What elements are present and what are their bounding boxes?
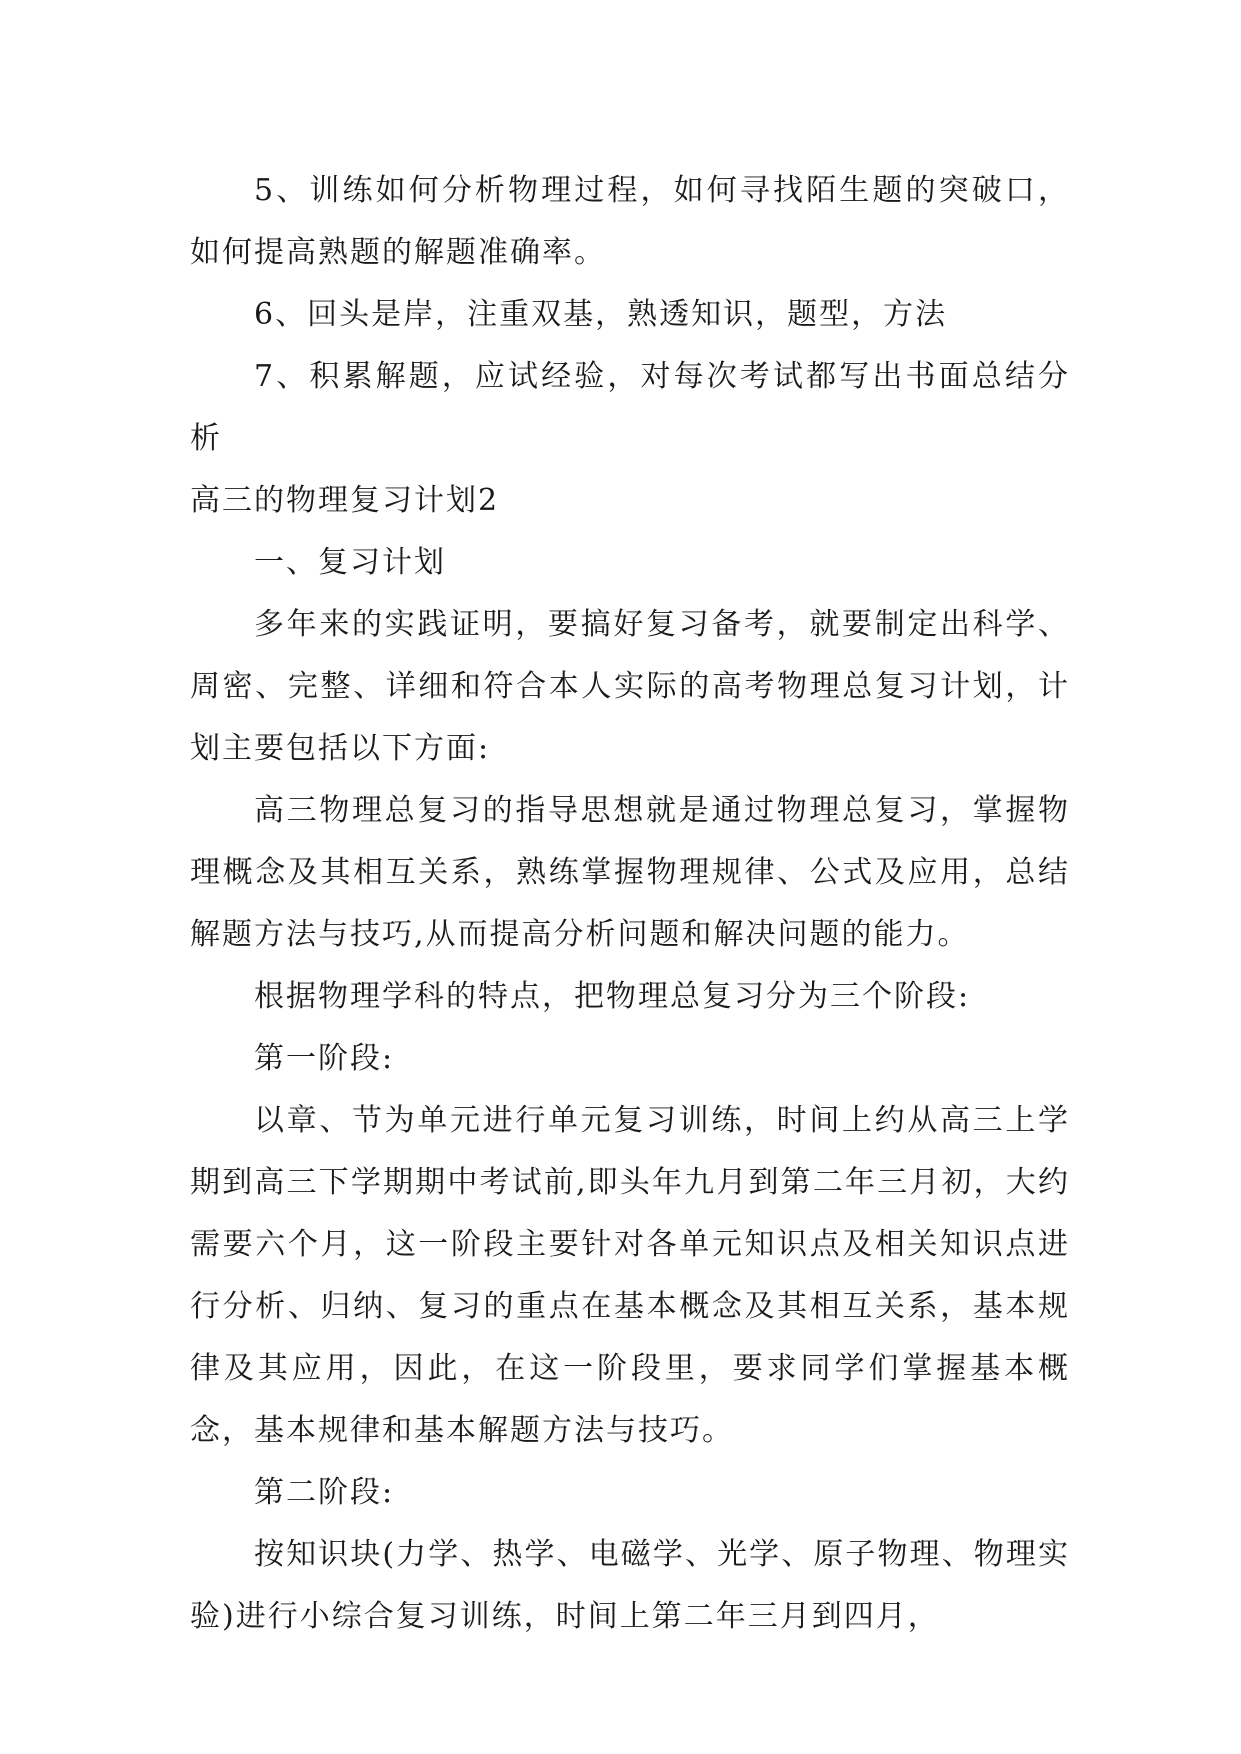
intro-paragraph: 多年来的实践证明，要搞好复习备考，就要制定出科学、周密、完整、详细和符合本人实际的高考物理总复习计划，计划主要包括以下方面:	[190, 607, 1070, 766]
list-item-6: 6、回头是岸，注重双基，熟透知识，题型，方法	[254, 297, 948, 332]
stage-1-title: 第一阶段:	[254, 1041, 395, 1076]
stage-1-body: 以章、节为单元进行单元复习训练，时间上约从高三上学期到高三下学期期中考试前,即头年九月到第二年三月初，大约需要六个月，这一阶段主要针对各单元知识点及相关知识点进行分析、归纳、复习的重点在基本概念及其相互关系，基本规律及其应用，因此，在这一阶段里，要求同学们掌握基本概念，基本规律和基本解题方法与技巧。	[190, 1103, 1070, 1448]
stage-2-title: 第二阶段:	[254, 1475, 395, 1510]
subsection-heading: 一、复习计划	[254, 545, 446, 580]
stages-paragraph: 根据物理学科的特点，把物理总复习分为三个阶段:	[254, 979, 971, 1014]
list-item-7: 7、积累解题，应试经验，对每次考试都写出书面总结分析	[190, 359, 1070, 456]
list-item-5: 5、训练如何分析物理过程，如何寻找陌生题的突破口，如何提高熟题的解题准确率。	[190, 173, 1070, 270]
guiding-paragraph: 高三物理总复习的指导思想就是通过物理总复习，掌握物理概念及其相互关系，熟练掌握物理规律、公式及应用，总结解题方法与技巧,从而提高分析问题和解决问题的能力。	[190, 793, 1070, 952]
stage-2-body: 按知识块(力学、热学、电磁学、光学、原子物理、物理实验)进行小综合复习训练，时间上第二年三月到四月，	[190, 1537, 1070, 1634]
document-body	[190, 160, 1070, 1648]
section-title: 高三的物理复习计划2	[190, 483, 500, 518]
